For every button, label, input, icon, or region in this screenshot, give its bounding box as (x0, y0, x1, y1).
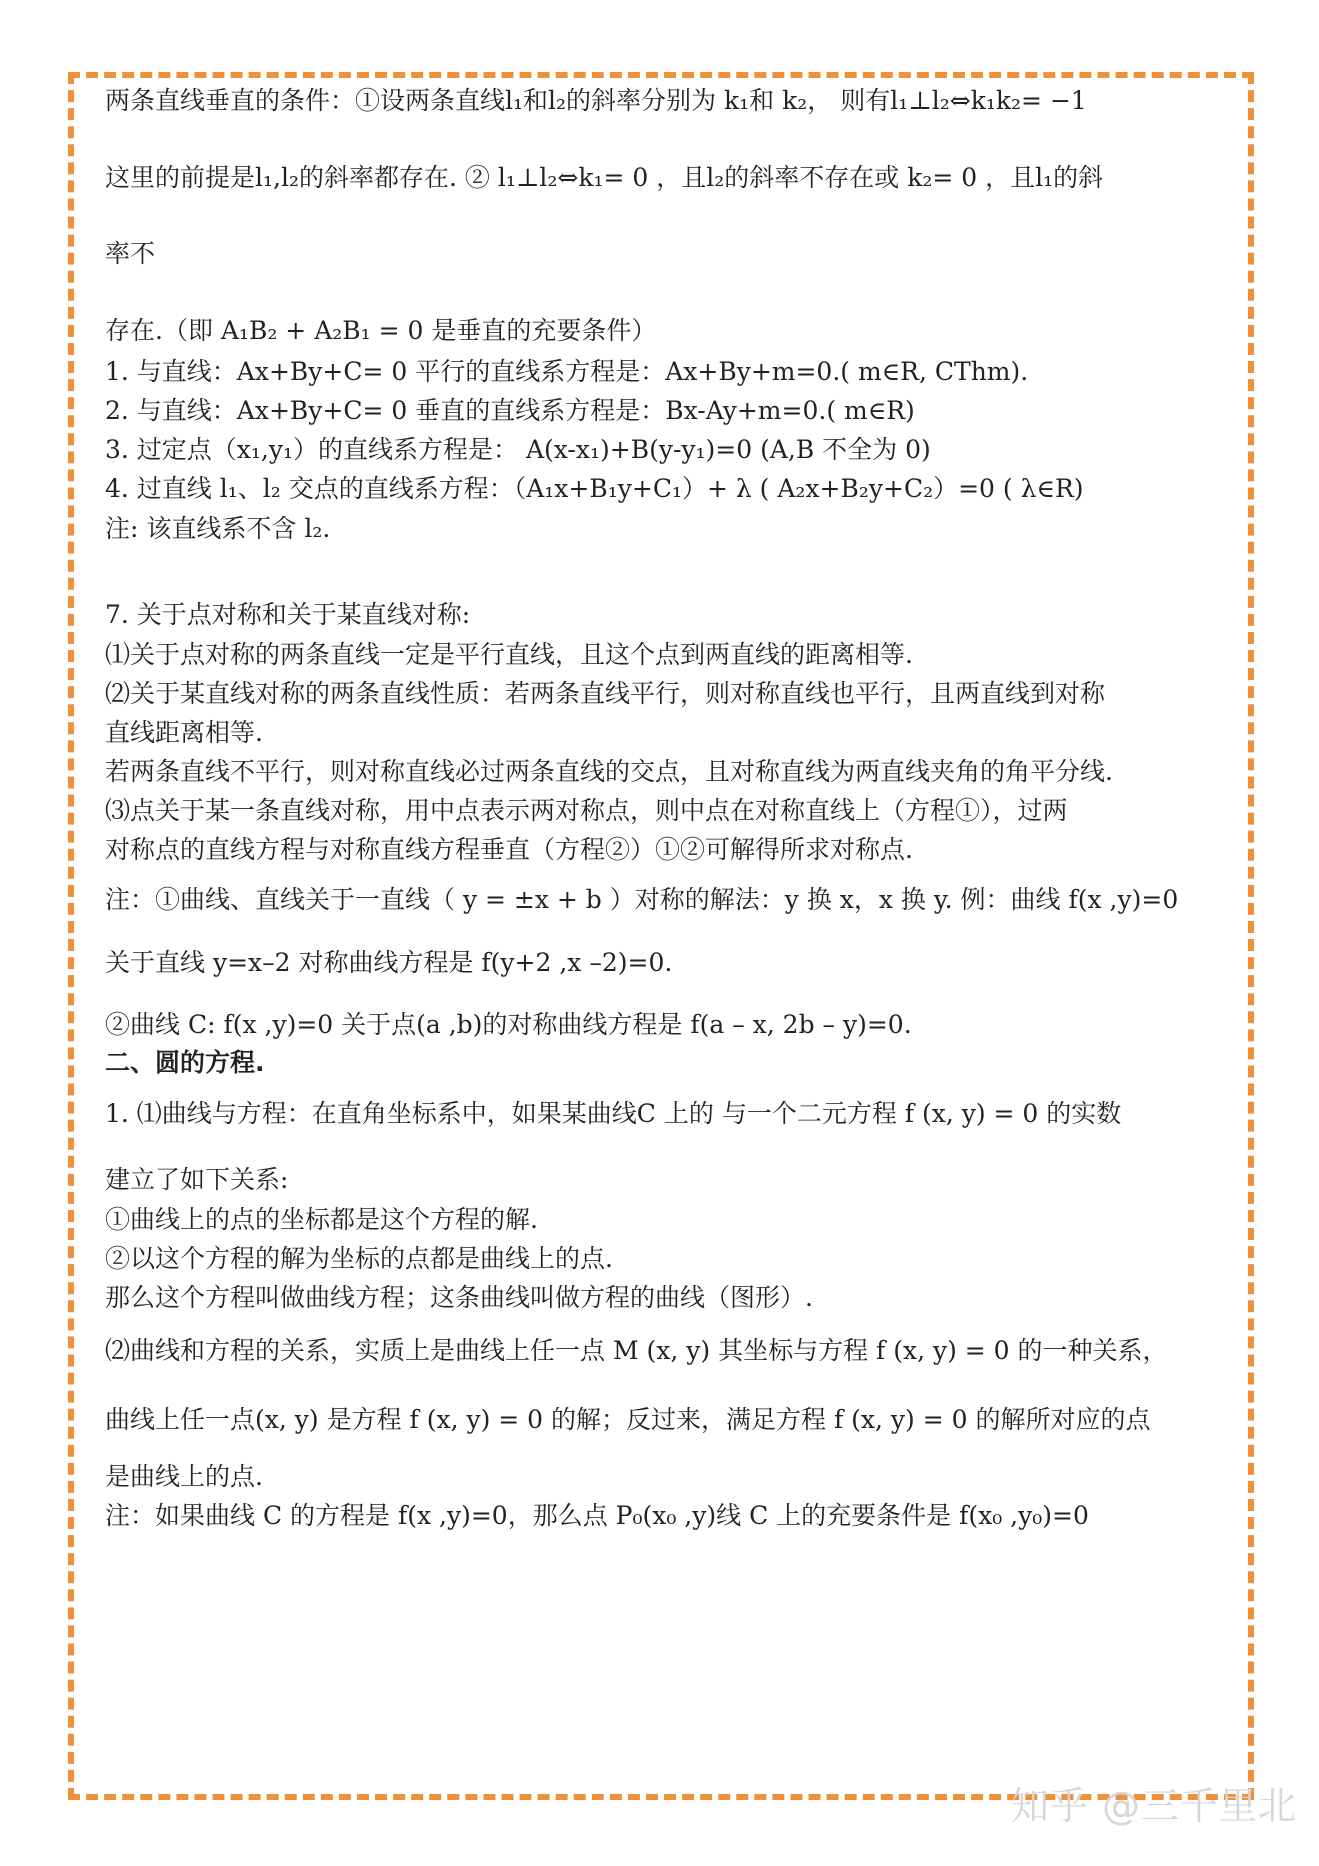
section-heading: 7. 关于点对称和关于某直线对称: (105, 600, 471, 629)
text-line: ⑵曲线和方程的关系，实质上是曲线上任一点 M (x, y) 其坐标与方程 f (x, y) = 0 的一种关系， (105, 1336, 1168, 1365)
text-line: 对称点的直线方程与对称直线方程垂直（方程②）①②可解得所求对称点. (105, 835, 913, 864)
text-line: 曲线上任一点(x, y) 是方程 f (x, y) = 0 的解；反过来，满足方程 f (x, y) = 0 的解所对应的点 (105, 1405, 1151, 1434)
note-line: 注：如果曲线 C 的方程是 f(x ,y)=0，那么点 P₀(x₀ ,y)线 C 上的充要条件是 f(x₀ ,y₀)=0 (105, 1501, 1089, 1530)
section-heading: 二、圆的方程. (105, 1048, 265, 1077)
text-line: 率不 (105, 239, 156, 268)
text-line: 那么这个方程叫做曲线方程；这条曲线叫做方程的曲线（图形）. (105, 1283, 813, 1312)
note-line: 注：①曲线、直线关于一直线（ y = ±x + b ）对称的解法：y 换 x，x 换 y. 例：曲线 f(x ,y)=0 (105, 885, 1179, 914)
text-line: 若两条直线不平行，则对称直线必过两条直线的交点，且对称直线为两直线夹角的角平分线. (105, 757, 1113, 786)
text-line: 关于直线 y=x–2 对称曲线方程是 f(y+2 ,x –2)=0. (105, 948, 673, 977)
text-line: 1. ⑴曲线与方程：在直角坐标系中，如果某曲线C 上的 与一个二元方程 f (x, y) = 0 的实数 (105, 1099, 1122, 1128)
text-line: ⑵关于某直线对称的两条直线性质：若两条直线平行，则对称直线也平行，且两直线到对称 (105, 679, 1106, 708)
text-line: ②以这个方程的解为坐标的点都是曲线上的点. (105, 1244, 613, 1273)
text-line: 这里的前提是l₁,l₂的斜率都存在. ② l₁⊥l₂⇔k₁= 0 ，且l₂的斜率不存在或 k₂= 0 ，且l₁的斜 (105, 163, 1104, 192)
text-line: ①曲线上的点的坐标都是这个方程的解. (105, 1205, 538, 1234)
text-line: 建立了如下关系: (105, 1165, 289, 1194)
text-line: ⑶点关于某一条直线对称，用中点表示两对称点，则中点在对称直线上（方程①），过两 (105, 796, 1068, 825)
list-item: 3. 过定点（x₁,y₁）的直线系方程是： A(x-x₁)+B(y-y₁)=0 (A,B 不全为 0) (105, 435, 931, 464)
text-line: 直线距离相等. (105, 718, 263, 747)
text-line: ②曲线 C: f(x ,y)=0 关于点(a ,b)的对称曲线方程是 f(a – x, 2b – y)=0. (105, 1010, 912, 1039)
text-line: ⑴关于点对称的两条直线一定是平行直线，且这个点到两直线的距离相等. (105, 640, 913, 669)
note-line: 注: 该直线系不含 l₂. (105, 514, 331, 543)
list-item: 4. 过直线 l₁、l₂ 交点的直线系方程：（A₁x+B₁y+C₁）+ λ ( A₂x+B₂y+C₂）=0 ( λ∈R) (105, 474, 1084, 503)
list-item: 2. 与直线：Ax+By+C= 0 垂直的直线系方程是：Bx-Ay+m=0.( m∈R) (105, 396, 915, 425)
text-line: 两条直线垂直的条件：①设两条直线l₁和l₂的斜率分别为 k₁和 k₂， 则有l₁⊥l₂⇔k₁k₂= −1 (105, 86, 1087, 115)
text-line: 存在.（即 A₁B₂ + A₂B₁ = 0 是垂直的充要条件） (105, 316, 657, 345)
list-item: 1. 与直线：Ax+By+C= 0 平行的直线系方程是：Ax+By+m=0.( m∈R, CThm). (105, 357, 1029, 386)
watermark: 知乎 @三千里北 (1010, 1784, 1297, 1828)
text-line: 是曲线上的点. (105, 1462, 263, 1491)
